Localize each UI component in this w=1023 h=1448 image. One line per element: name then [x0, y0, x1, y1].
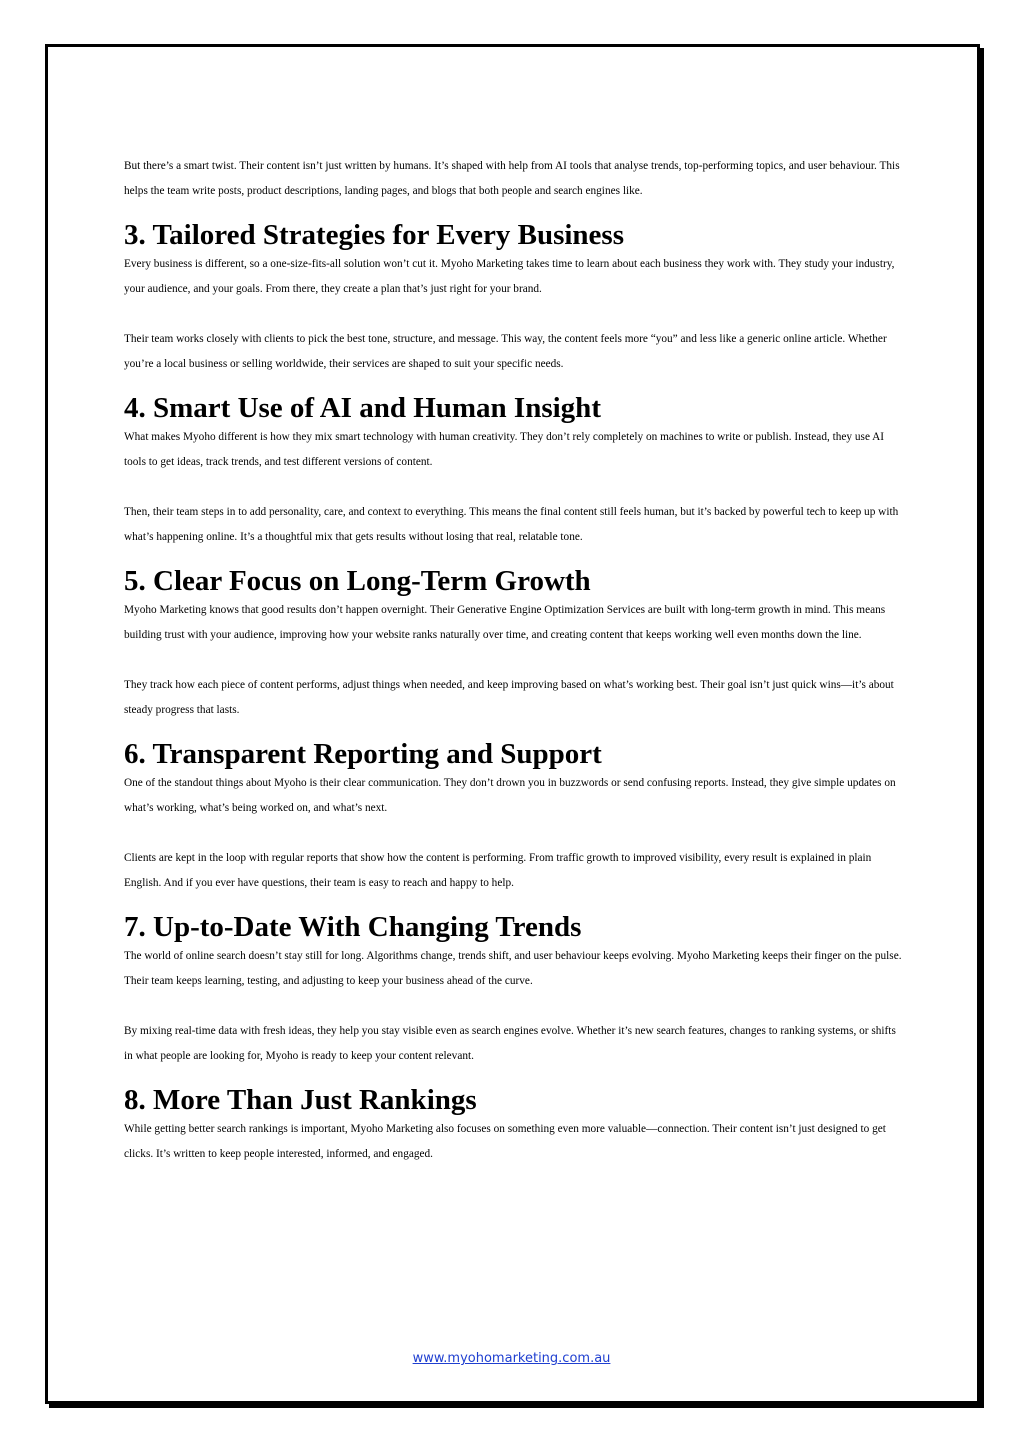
section-heading-7: 7. Up-to-Date With Changing Trends [124, 911, 582, 943]
website-link[interactable]: www.myohomarketing.com.au [412, 1351, 611, 1366]
section-paragraph: Myoho Marketing knows that good results don’t happen overnight. Their Generative Engine Optimization Services are built with long-term growth in mind. This means building trust with your audience, improving how your website ranks naturally over time, and creating content that keeps working well even months down the line. [124, 604, 886, 641]
section-paragraph: The world of online search doesn’t stay still for long. Algorithms change, trends shift, and user behaviour keeps evolving. Myoho Marketing keeps their finger on the pulse. Their team keeps learning, testing, and adjusting to keep your business ahead of the curve. [124, 950, 902, 987]
section-paragraph: While getting better search rankings is important, Myoho Marketing also focuses on something even more valuable—connection. Their content isn’t just designed to get clicks. It’s written to keep people interested, informed, and engaged. [124, 1123, 886, 1160]
section-paragraph: Every business is different, so a one-size-fits-all solution won’t cut it. Myoho Marketing takes time to learn about each business they work with. They study your industry, your audience, and your goals. From there, they create a plan that’s just right for your brand. [124, 258, 895, 295]
section-paragraph: By mixing real-time data with fresh ideas, they help you stay visible even as search engines evolve. Whether it’s new search features, changes to ranking systems, or shifts in what people are looking for, Myoho is ready to keep your content relevant. [124, 1025, 896, 1062]
section-paragraph: They track how each piece of content performs, adjust things when needed, and keep improving based on what’s working best. Their goal isn’t just quick wins—it’s about steady progress that lasts. [124, 679, 894, 716]
section-heading-8: 8. More Than Just Rankings [124, 1084, 477, 1116]
intro-paragraph: But there’s a smart twist. Their content isn’t just written by humans. It’s shaped with help from AI tools that analyse trends, top-performing topics, and user behaviour. This helps the team write posts, product descriptions, landing pages, and blogs that both people and search engines like. [124, 160, 900, 197]
section-paragraph: Clients are kept in the loop with regular reports that show how the content is performing. From traffic growth to improved visibility, every result is explained in plain English. And if you ever have questions, their team is easy to reach and happy to help. [124, 852, 872, 889]
section-heading-6: 6. Transparent Reporting and Support [124, 738, 602, 770]
document-body [124, 154, 904, 1167]
section-paragraph: Then, their team steps in to add personality, care, and context to everything. This means the final content still feels human, but it’s backed by powerful tech to keep up with what’s happening online. It’s a thoughtful mix that gets results without losing that real, relatable tone. [124, 506, 899, 543]
section-heading-5: 5. Clear Focus on Long-Term Growth [124, 565, 591, 597]
section-heading-3: 3. Tailored Strategies for Every Business [124, 219, 624, 251]
section-paragraph: What makes Myoho different is how they mix smart technology with human creativity. They don’t rely completely on machines to write or publish. Instead, they use AI tools to get ideas, track trends, and test different versions of content. [124, 431, 885, 468]
section-paragraph: Their team works closely with clients to pick the best tone, structure, and message. This way, the content feels more “you” and less like a generic online article. Whether you’re a local business or selling worldwide, their services are shaped to suit your specific needs. [124, 333, 887, 370]
section-paragraph: One of the standout things about Myoho is their clear communication. They don’t drown you in buzzwords or send confusing reports. Instead, they give simple updates on what’s working, what’s being worked on, and what’s next. [124, 777, 896, 814]
section-heading-4: 4. Smart Use of AI and Human Insight [124, 392, 601, 424]
